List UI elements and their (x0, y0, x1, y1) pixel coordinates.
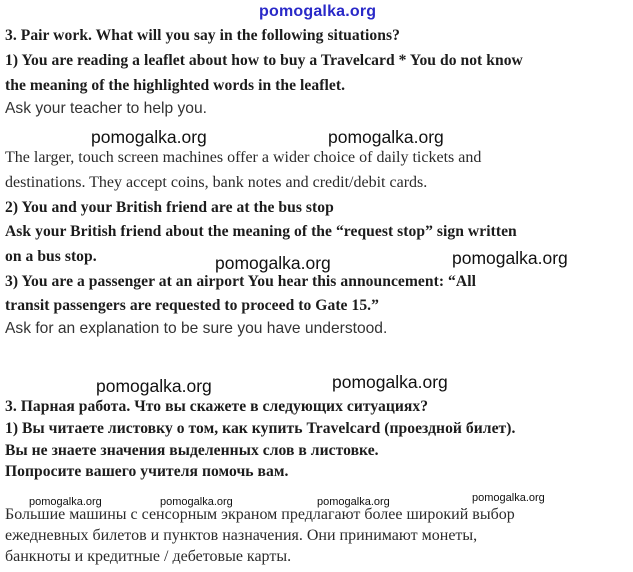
russian-situation-1-line-1: 1) Вы читаете листовку о том, как купить Travelcard (проездной билет). (5, 420, 516, 437)
watermark-d: pomogalka.org (452, 248, 568, 268)
watermark-i: pomogalka.org (317, 496, 390, 508)
watermark-b: pomogalka.org (328, 127, 444, 147)
english-situation-3-line-1: 3) You are a passenger at an airport You hear this announcement: “All (5, 273, 476, 290)
russian-exercise-title: 3. Парная работа. Что вы скажете в следующих ситуациях? (5, 398, 429, 415)
watermark-top[interactable]: pomogalka.org (259, 3, 377, 20)
english-exercise-title: 3. Pair work. What will you say in the following situations? (5, 27, 400, 44)
watermark-f: pomogalka.org (332, 372, 448, 392)
watermark-a: pomogalka.org (91, 127, 207, 147)
english-situation-1-line-1: 1) You are reading a leaflet about how to buy a Travelcard * You do not know (5, 52, 523, 69)
english-situation-3-line-2: transit passengers are requested to proceed to Gate 15.” (5, 297, 379, 314)
english-situation-2-line-2: Ask your British friend about the meaning of the “request stop” sign written (5, 223, 517, 240)
english-situation-3-task: Ask for an explanation to be sure you have understood. (5, 320, 388, 337)
russian-leaflet-line-2: ежедневных билетов и пунктов назначения. Они принимают монеты, (5, 527, 478, 544)
watermark-e: pomogalka.org (96, 376, 212, 396)
russian-leaflet-line-3: банкноты и кредитные / дебетовые карты. (5, 548, 292, 565)
russian-situation-1-line-3: Попросите вашего учителя помочь вам. (5, 463, 289, 480)
watermark-j: pomogalka.org (472, 492, 545, 504)
watermark-h: pomogalka.org (160, 496, 233, 508)
english-situation-2-line-3: on a bus stop. (5, 248, 97, 265)
watermark-c: pomogalka.org (215, 253, 331, 273)
russian-situation-1-line-2: Вы не знаете значения выделенных слов в листовке. (5, 442, 379, 459)
english-situation-1-line-2: the meaning of the highlighted words in the leaflet. (5, 77, 346, 94)
russian-leaflet-line-1: Большие машины с сенсорным экраном предлагают более широкий выбор (5, 506, 515, 523)
english-leaflet-line-2: destinations. They accept coins, bank notes and credit/debit cards. (5, 174, 428, 191)
english-leaflet-line-1: The larger, touch screen machines offer a wider choice of daily tickets and (5, 149, 482, 166)
watermark-g: pomogalka.org (29, 496, 102, 508)
english-situation-1-task: Ask your teacher to help you. (5, 100, 207, 117)
english-situation-2-line-1: 2) You and your British friend are at the bus stop (5, 199, 334, 216)
